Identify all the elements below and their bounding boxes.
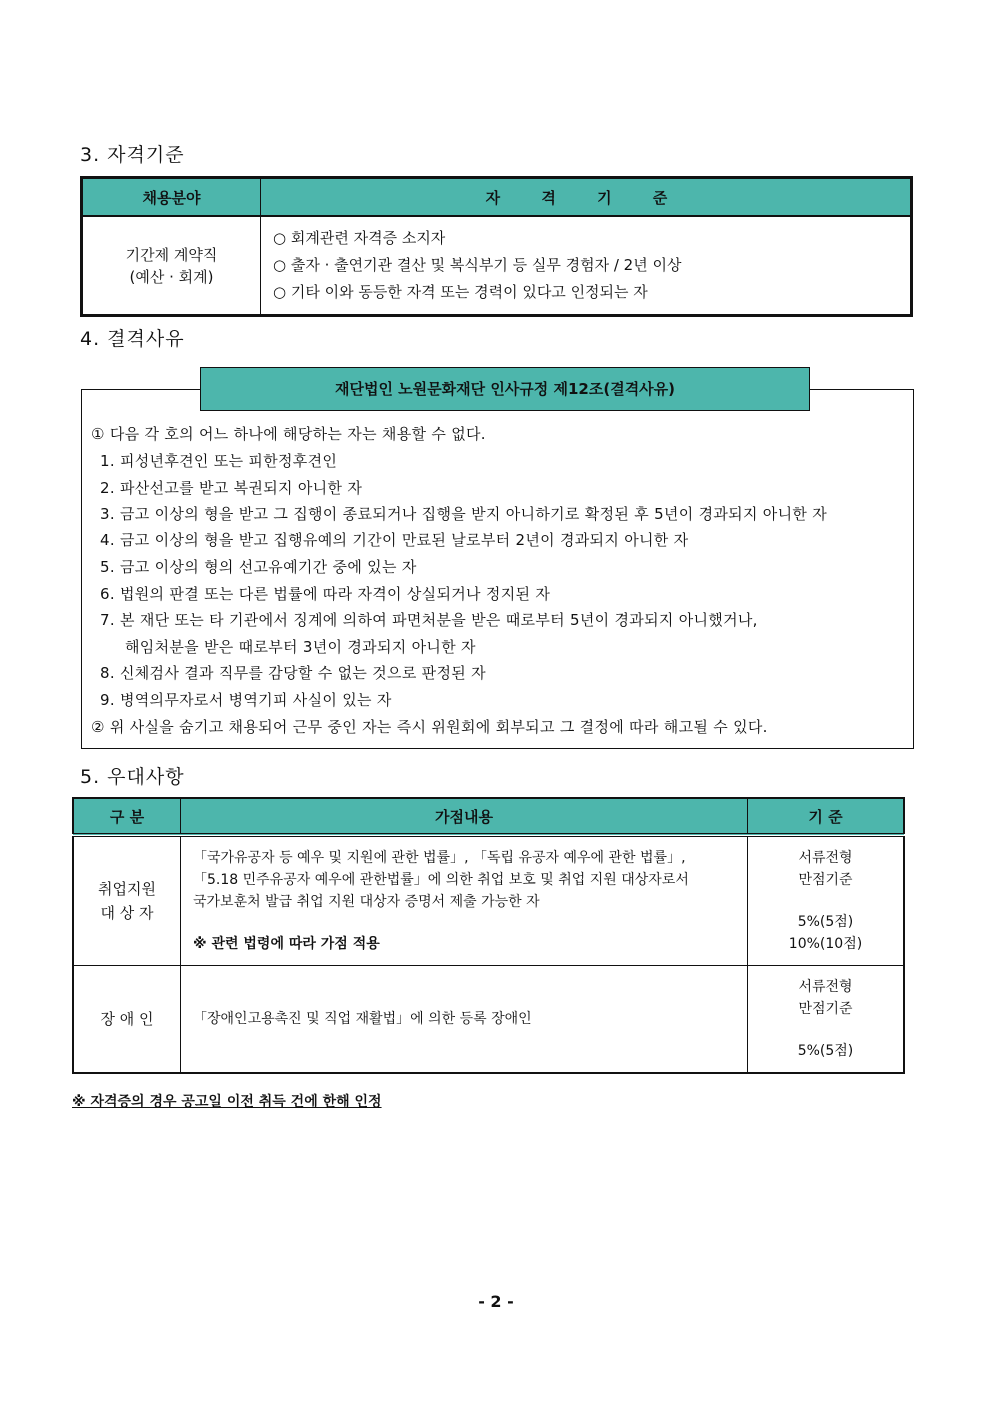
field-sub: (예산 · 회계) <box>129 267 214 286</box>
standard-line: 5%(5점) <box>797 1042 854 1059</box>
content-line: 「5.18 민주유공자 예우에 관한법률」에 의한 취업 보호 및 취업 지원 대상자로서 <box>193 871 689 888</box>
content-cell <box>181 835 748 965</box>
disq-intro: ① 다음 각 호의 어느 하나에 해당하는 자는 채용할 수 없다. <box>91 425 486 443</box>
disq-item: 6. 법원의 판결 또는 다른 법률에 따라 자격이 상실되거나 정지된 자 <box>100 585 551 603</box>
disq-item-cont: 해임처분을 받은 때로부터 3년이 경과되지 아니한 자 <box>125 638 476 656</box>
section3-title: 3. 자격기준 <box>80 144 185 166</box>
disq-item: 4. 금고 이상의 형을 받고 집행유예의 기간이 만료된 날로부터 2년이 경과되지 아니한 자 <box>100 531 689 549</box>
standard-cell <box>748 965 905 1073</box>
field-name: 기간제 계약직 <box>125 245 218 264</box>
disq-item: 1. 피성년후견인 또는 피한정후견인 <box>100 452 338 470</box>
preference-table <box>72 797 905 1074</box>
standard-line: 서류전형 <box>798 849 853 866</box>
header-standard: 기 준 <box>748 798 905 835</box>
disqualification-box-title: 재단법인 노원문화재단 인사규정 제12조(결격사유) <box>200 367 810 411</box>
disq-item: 2. 파산선고를 받고 복권되지 아니한 자 <box>100 479 363 497</box>
header-field: 채용분야 <box>82 178 261 217</box>
disq-item: 8. 신체검사 결과 직무를 감당할 수 없는 것으로 판정된 자 <box>100 664 486 682</box>
standard-line: 만점기준 <box>798 871 853 888</box>
disq-item: 3. 금고 이상의 형을 받고 그 집행이 종료되거나 집행을 받지 아니하기로 확정된 후 5년이 경과되지 아니한 자 <box>100 505 828 523</box>
standard-cell <box>748 835 905 965</box>
category-label: 취업지원 <box>98 879 156 898</box>
section4-title: 4. 결격사유 <box>80 328 185 350</box>
standard-line: 5%(5점) <box>797 913 854 930</box>
criteria-item: ○ 출자 · 출연기관 결산 및 복식부기 등 실무 경험자 / 2년 이상 <box>273 256 682 274</box>
header-criteria: 자 격 기 준 <box>261 178 912 217</box>
qualification-table <box>80 176 913 317</box>
category-label: 대 상 자 <box>100 903 154 922</box>
content-line: 「국가유공자 등 예우 및 지원에 관한 법률」, 「독립 유공자 예우에 관한 법률」, <box>193 849 686 866</box>
header-content: 가점내용 <box>181 798 748 835</box>
standard-line: 만점기준 <box>798 1000 853 1017</box>
footnote: ※ 자격증의 경우 공고일 이전 취득 건에 한해 인정 <box>72 1094 382 1110</box>
section5-title: 5. 우대사항 <box>80 766 185 788</box>
criteria-item: ○ 회계관련 자격증 소지자 <box>273 229 446 247</box>
field-cell <box>82 216 261 316</box>
criteria-cell <box>261 216 912 316</box>
category-cell: 장 애 인 <box>73 965 181 1073</box>
disq-item: 9. 병역의무자로서 병역기피 사실이 있는 자 <box>100 691 392 709</box>
header-category: 구 분 <box>73 798 181 835</box>
disq-item: 5. 금고 이상의 형의 선고유예기간 중에 있는 자 <box>100 558 417 576</box>
content-cell: 「장애인고용촉진 및 직업 재활법」에 의한 등록 장애인 <box>181 965 748 1073</box>
page-number: - 2 - <box>478 1292 514 1311</box>
content-note: ※ 관련 법령에 따라 가점 적용 <box>193 935 380 952</box>
disq-item: 7. 본 재단 또는 타 기관에서 징계에 의하여 파면처분을 받은 때로부터 5년이 경과되지 아니했거나, <box>100 611 758 629</box>
disq-closing: ② 위 사실을 숨기고 채용되어 근무 중인 자는 즉시 위원회에 회부되고 그 결정에 따라 해고될 수 있다. <box>91 718 768 736</box>
standard-line: 10%(10점) <box>788 935 863 952</box>
content-line: 국가보훈처 발급 취업 지원 대상자 증명서 제출 가능한 자 <box>193 893 540 910</box>
standard-line: 서류전형 <box>798 978 853 995</box>
category-cell <box>73 835 181 965</box>
criteria-item: ○ 기타 이와 동등한 자격 또는 경력이 있다고 인정되는 자 <box>273 283 648 301</box>
